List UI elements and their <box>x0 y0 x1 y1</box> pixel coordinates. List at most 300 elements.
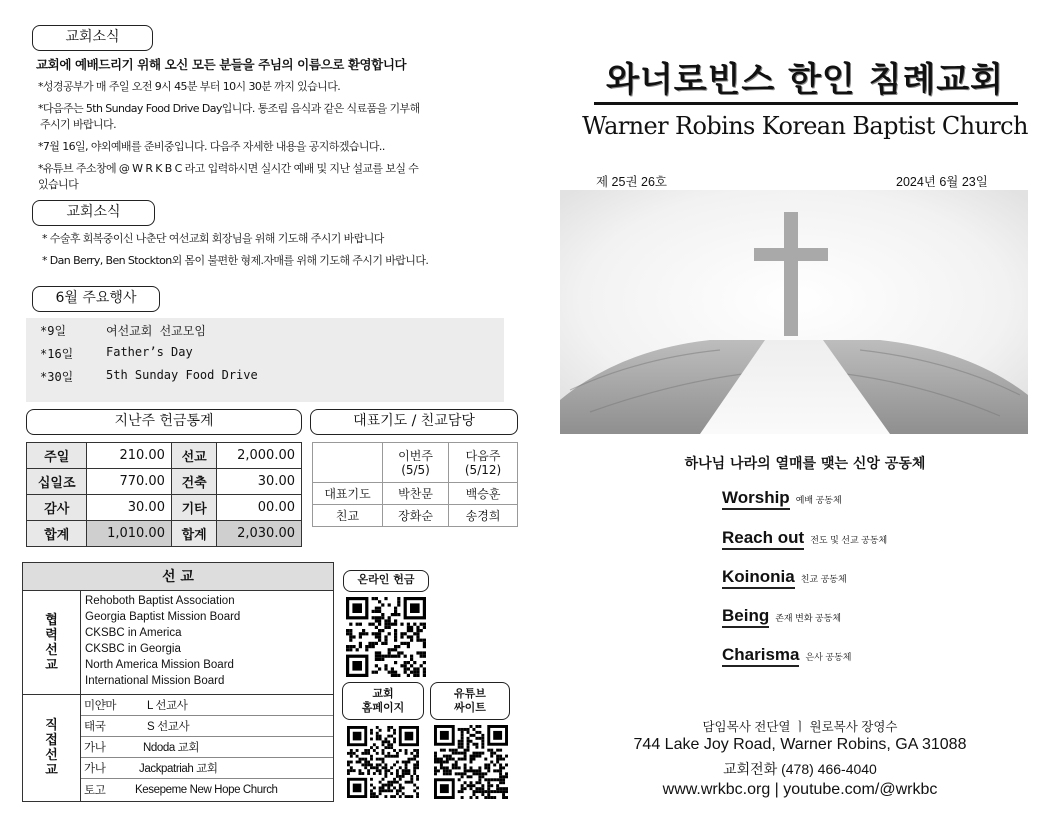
qr-module <box>400 632 403 635</box>
qr-module <box>470 769 473 772</box>
name-cell: 장화순 <box>383 505 449 527</box>
qr-code-youtube[interactable] <box>434 724 508 800</box>
qr-module <box>481 775 484 778</box>
qr-module <box>434 752 437 755</box>
qr-module <box>470 775 473 778</box>
qr-module <box>394 632 397 635</box>
qr-module <box>382 740 385 743</box>
qr-module <box>478 725 481 728</box>
offering-value: 30.00 <box>87 495 172 521</box>
qr-module <box>405 752 408 755</box>
value-word: Being <box>722 606 769 628</box>
church-title-english: Warner Robins Korean Baptist Church <box>582 112 1028 140</box>
qr-module <box>352 645 355 648</box>
qr-module <box>390 743 393 746</box>
prayer-request: * 수술후 회복중이신 나춘단 여선교회 회장님을 위해 기도해 주시기 바랍니다 <box>42 232 384 245</box>
qr-module <box>379 769 382 772</box>
coop-label-text: 협력선교 <box>45 612 58 673</box>
qr-module <box>378 619 381 622</box>
qr-module <box>375 664 378 667</box>
qr-module <box>446 769 449 772</box>
qr-module <box>376 766 379 769</box>
qr-module <box>470 766 473 769</box>
coop-label <box>23 591 81 694</box>
qr-module <box>397 655 400 658</box>
homepage-label <box>342 682 424 720</box>
qr-module <box>487 790 490 793</box>
qr-module <box>499 749 502 752</box>
column-header-date: (5/12) <box>464 462 502 477</box>
qr-code-homepage[interactable] <box>347 724 419 800</box>
qr-module <box>347 769 350 772</box>
qr-module <box>375 635 378 638</box>
qr-module <box>423 623 426 626</box>
qr-module <box>349 632 352 635</box>
offering-total: 1,010.00 <box>87 521 172 547</box>
qr-module <box>440 761 443 764</box>
qr-module <box>394 671 397 674</box>
qr-module <box>490 796 493 799</box>
qr-module <box>387 781 390 784</box>
qr-module <box>499 787 502 790</box>
qr-module <box>397 613 400 616</box>
qr-module <box>464 766 467 769</box>
qr-module <box>379 729 382 732</box>
qr-module <box>475 781 478 784</box>
list-item: Georgia Baptist Mission Board <box>85 611 241 623</box>
value-item <box>722 645 851 665</box>
address: 744 Lake Joy Road, Warner Robins, GA 31088 <box>633 736 967 753</box>
youtube-label-line1: 유튜브 <box>454 687 486 700</box>
qr-module <box>394 661 397 664</box>
qr-module <box>410 778 413 781</box>
qr-module <box>478 772 481 775</box>
qr-module <box>407 642 410 645</box>
qr-module <box>472 752 475 755</box>
qr-module <box>376 758 379 761</box>
qr-module <box>490 755 493 758</box>
qr-code-online-offering[interactable] <box>345 597 427 677</box>
offering-value: 30.00 <box>217 469 302 495</box>
news-item: *유튜브 주소창에 @ W R K B C 라고 입력하시면 실시간 예배 및 지난 설교를 보실 수 <box>38 162 419 175</box>
offering-label: 건축 <box>171 469 216 495</box>
offering-label: 감사 <box>27 495 87 521</box>
name-cell: 송경희 <box>449 505 518 527</box>
qr-module <box>379 786 382 789</box>
qr-module <box>388 655 391 658</box>
qr-module <box>402 775 405 778</box>
qr-module <box>396 792 399 795</box>
qr-module <box>407 635 410 638</box>
list-item: International Mission Board <box>85 675 225 687</box>
welcome-text: 교회에 예배드리기 위해 오신 모든 분들을 주님의 이름으로 환영합니다 <box>36 57 407 72</box>
qr-module <box>481 793 484 796</box>
qr-module <box>487 787 490 790</box>
qr-module <box>502 778 505 781</box>
qr-module <box>372 642 375 645</box>
qr-module <box>372 632 375 635</box>
qr-module <box>402 786 405 789</box>
qr-module <box>405 795 408 798</box>
qr-module <box>443 749 446 752</box>
qr-module <box>384 738 387 741</box>
country: 미얀마 <box>84 700 117 712</box>
qr-module <box>467 737 470 740</box>
qr-module <box>455 763 458 766</box>
qr-module <box>388 626 391 629</box>
qr-module <box>496 758 499 761</box>
qr-module <box>416 749 419 752</box>
qr-module <box>446 761 449 764</box>
qr-module <box>464 758 467 761</box>
qr-module <box>499 781 502 784</box>
qr-module <box>452 758 455 761</box>
qr-module <box>475 790 478 793</box>
qr-module <box>458 740 461 743</box>
qr-module <box>379 763 382 766</box>
homepage-label-line2: 홈페이지 <box>361 701 405 714</box>
qr-module <box>416 761 419 764</box>
qr-module <box>370 732 373 735</box>
qr-module <box>475 755 478 758</box>
qr-module <box>404 667 407 670</box>
qr-module <box>347 752 350 755</box>
qr-module <box>464 752 467 755</box>
offering-total-label: 합계 <box>171 521 216 547</box>
mission-name: S 선교사 <box>147 721 190 733</box>
qr-module <box>396 775 399 778</box>
qr-module <box>461 772 464 775</box>
qr-module <box>481 746 484 749</box>
qr-module <box>407 761 410 764</box>
qr-module <box>399 784 402 787</box>
qr-module <box>455 749 458 752</box>
qr-module <box>458 728 461 731</box>
motto: 하나님 나라의 열매를 맺는 신앙 공동체 <box>684 456 926 472</box>
qr-module <box>390 726 393 729</box>
qr-module <box>399 789 402 792</box>
qr-module <box>410 629 413 632</box>
qr-module <box>481 734 484 737</box>
qr-module <box>461 746 464 749</box>
qr-module <box>478 787 481 790</box>
qr-module <box>464 755 467 758</box>
offering-total-label: 합계 <box>27 521 87 547</box>
qr-module <box>370 758 373 761</box>
qr-module <box>472 755 475 758</box>
qr-module <box>390 772 393 775</box>
qr-module <box>388 671 391 674</box>
country: 토고 <box>84 784 106 797</box>
qr-module <box>388 651 391 654</box>
qr-module <box>384 766 387 769</box>
qr-module <box>458 746 461 749</box>
qr-module <box>470 761 473 764</box>
qr-module <box>376 735 379 738</box>
qr-module <box>496 784 499 787</box>
qr-module <box>475 769 478 772</box>
qr-module <box>384 667 387 670</box>
column-header-text: 다음주 <box>465 448 501 463</box>
qr-module <box>496 778 499 781</box>
qr-module <box>467 731 470 734</box>
qr-module <box>490 761 493 764</box>
qr-module <box>502 793 505 796</box>
qr-finder <box>405 732 414 741</box>
qr-module <box>475 746 478 749</box>
qr-module <box>478 731 481 734</box>
qr-module <box>347 772 350 775</box>
qr-module <box>416 778 419 781</box>
table-row <box>313 483 518 505</box>
qr-finder <box>440 731 449 740</box>
offering-table <box>26 442 302 547</box>
qr-module <box>472 734 475 737</box>
news-item: *7월 16일, 야외예배를 준비중입니다. 다음주 자세한 내용을 공지하겠습니다.. <box>38 140 385 153</box>
qr-module <box>393 729 396 732</box>
qr-module <box>475 752 478 755</box>
qr-module <box>458 743 461 746</box>
event-date: *16일 <box>40 347 74 361</box>
qr-module <box>455 761 458 764</box>
qr-module <box>375 626 378 629</box>
qr-module <box>478 737 481 740</box>
event-text: 5th Sunday Food Drive <box>106 368 258 382</box>
mission-name: Ndoda 교회 <box>143 742 200 754</box>
qr-module <box>487 766 490 769</box>
qr-module <box>399 795 402 798</box>
qr-module <box>484 790 487 793</box>
qr-module <box>373 792 376 795</box>
qr-module <box>405 749 408 752</box>
qr-module <box>384 642 387 645</box>
qr-module <box>470 734 473 737</box>
qr-module <box>364 761 367 764</box>
qr-module <box>378 632 381 635</box>
qr-finder <box>493 731 502 740</box>
qr-module <box>370 792 373 795</box>
qr-module <box>384 755 387 758</box>
qr-module <box>373 743 376 746</box>
qr-module <box>410 752 413 755</box>
qr-module <box>455 766 458 769</box>
qr-module <box>387 786 390 789</box>
qr-module <box>393 749 396 752</box>
qr-module <box>390 795 393 798</box>
qr-module <box>449 772 452 775</box>
qr-module <box>487 769 490 772</box>
qr-module <box>370 763 373 766</box>
qr-module <box>378 600 381 603</box>
qr-module <box>416 792 419 795</box>
qr-module <box>384 746 387 749</box>
qr-module <box>350 769 353 772</box>
qr-module <box>410 795 413 798</box>
qr-module <box>350 749 353 752</box>
qr-module <box>378 616 381 619</box>
qr-module <box>416 626 419 629</box>
table-row <box>27 469 302 495</box>
qr-module <box>407 661 410 664</box>
role-label: 친교 <box>313 505 383 527</box>
qr-module <box>452 749 455 752</box>
qr-module <box>416 629 419 632</box>
qr-module <box>364 749 367 752</box>
role-label: 대표기도 <box>313 483 383 505</box>
event-date: *9일 <box>40 324 67 338</box>
qr-module <box>362 629 365 632</box>
qr-module <box>490 784 493 787</box>
church-title-korean: 와너로빈스 한인 침례교회 <box>606 60 1004 100</box>
qr-module <box>373 766 376 769</box>
qr-module <box>475 772 478 775</box>
value-item <box>722 606 841 626</box>
qr-module <box>375 607 378 610</box>
qr-module <box>387 726 390 729</box>
qr-module <box>400 664 403 667</box>
qr-module <box>376 746 379 749</box>
qr-module <box>481 772 484 775</box>
event-text: 여선교회 선교모임 <box>106 324 206 338</box>
qr-module <box>490 752 493 755</box>
qr-module <box>461 743 464 746</box>
qr-module <box>356 648 359 651</box>
qr-module <box>400 651 403 654</box>
qr-module <box>394 610 397 613</box>
qr-module <box>368 645 371 648</box>
qr-module <box>493 752 496 755</box>
qr-module <box>410 671 413 674</box>
qr-module <box>382 786 385 789</box>
qr-module <box>379 735 382 738</box>
qr-module <box>375 642 378 645</box>
qr-module <box>499 758 502 761</box>
qr-module <box>359 772 362 775</box>
qr-module <box>475 737 478 740</box>
qr-module <box>382 743 385 746</box>
country: 태국 <box>84 721 106 733</box>
qr-module <box>405 781 408 784</box>
news-item: 있습니다 <box>38 178 79 191</box>
qr-module <box>437 769 440 772</box>
qr-module <box>416 674 419 677</box>
value-sub: 은사 공동체 <box>805 652 852 662</box>
qr-module <box>379 772 382 775</box>
offering-value: 210.00 <box>87 443 172 469</box>
qr-module <box>493 778 496 781</box>
qr-module <box>407 674 410 677</box>
qr-module <box>484 758 487 761</box>
qr-module <box>475 796 478 799</box>
qr-module <box>399 786 402 789</box>
offering-label: 선교 <box>171 443 216 469</box>
qr-module <box>467 728 470 731</box>
qr-module <box>375 671 378 674</box>
qr-module <box>397 674 400 677</box>
qr-module <box>405 761 408 764</box>
qr-module <box>368 623 371 626</box>
qr-module <box>407 769 410 772</box>
qr-module <box>391 674 394 677</box>
offering-header: 지난주 헌금통계 <box>26 409 302 435</box>
qr-module <box>475 743 478 746</box>
qr-module <box>467 746 470 749</box>
qr-module <box>496 755 499 758</box>
qr-module <box>367 761 370 764</box>
qr-module <box>361 763 364 766</box>
pastors: 담임목사 전단열 ㅣ 원로목사 장영수 <box>702 720 898 734</box>
qr-module <box>399 766 402 769</box>
qr-module <box>472 743 475 746</box>
qr-module <box>423 639 426 642</box>
qr-module <box>388 648 391 651</box>
qr-module <box>470 787 473 790</box>
qr-module <box>455 772 458 775</box>
qr-module <box>413 766 416 769</box>
qr-module <box>440 766 443 769</box>
qr-module <box>478 790 481 793</box>
events-header: 6월 주요행사 <box>32 286 160 312</box>
qr-finder <box>440 784 449 793</box>
qr-module <box>481 740 484 743</box>
qr-finder <box>353 784 362 793</box>
qr-module <box>397 597 400 600</box>
qr-module <box>370 746 373 749</box>
qr-module <box>367 752 370 755</box>
qr-module <box>388 619 391 622</box>
title-rule <box>594 102 1018 105</box>
qr-module <box>464 787 467 790</box>
qr-module <box>391 671 394 674</box>
offering-total: 2,030.00 <box>217 521 302 547</box>
qr-module <box>400 623 403 626</box>
qr-module <box>350 752 353 755</box>
qr-module <box>481 787 484 790</box>
qr-module <box>423 626 426 629</box>
qr-module <box>470 758 473 761</box>
qr-module <box>356 755 359 758</box>
qr-module <box>381 616 384 619</box>
qr-module <box>413 789 416 792</box>
qr-module <box>346 645 349 648</box>
qr-module <box>505 763 508 766</box>
qr-module <box>404 661 407 664</box>
qr-module <box>423 667 426 670</box>
qr-module <box>410 635 413 638</box>
qr-module <box>449 758 452 761</box>
qr-module <box>391 667 394 670</box>
web-links[interactable]: www.wrkbc.org | youtube.com/@wrkbc <box>662 781 938 798</box>
qr-module <box>410 655 413 658</box>
qr-module <box>379 789 382 792</box>
qr-module <box>490 790 493 793</box>
qr-module <box>502 787 505 790</box>
qr-module <box>413 623 416 626</box>
qr-module <box>461 734 464 737</box>
qr-module <box>356 623 359 626</box>
qr-module <box>467 749 470 752</box>
qr-module <box>391 655 394 658</box>
youtube-label <box>430 682 510 720</box>
qr-module <box>372 671 375 674</box>
qr-module <box>350 766 353 769</box>
qr-module <box>388 632 391 635</box>
mission-name: Jackpatriah 교회 <box>139 763 218 775</box>
qr-module <box>347 761 350 764</box>
qr-module <box>423 651 426 654</box>
qr-module <box>467 740 470 743</box>
qr-module <box>382 789 385 792</box>
